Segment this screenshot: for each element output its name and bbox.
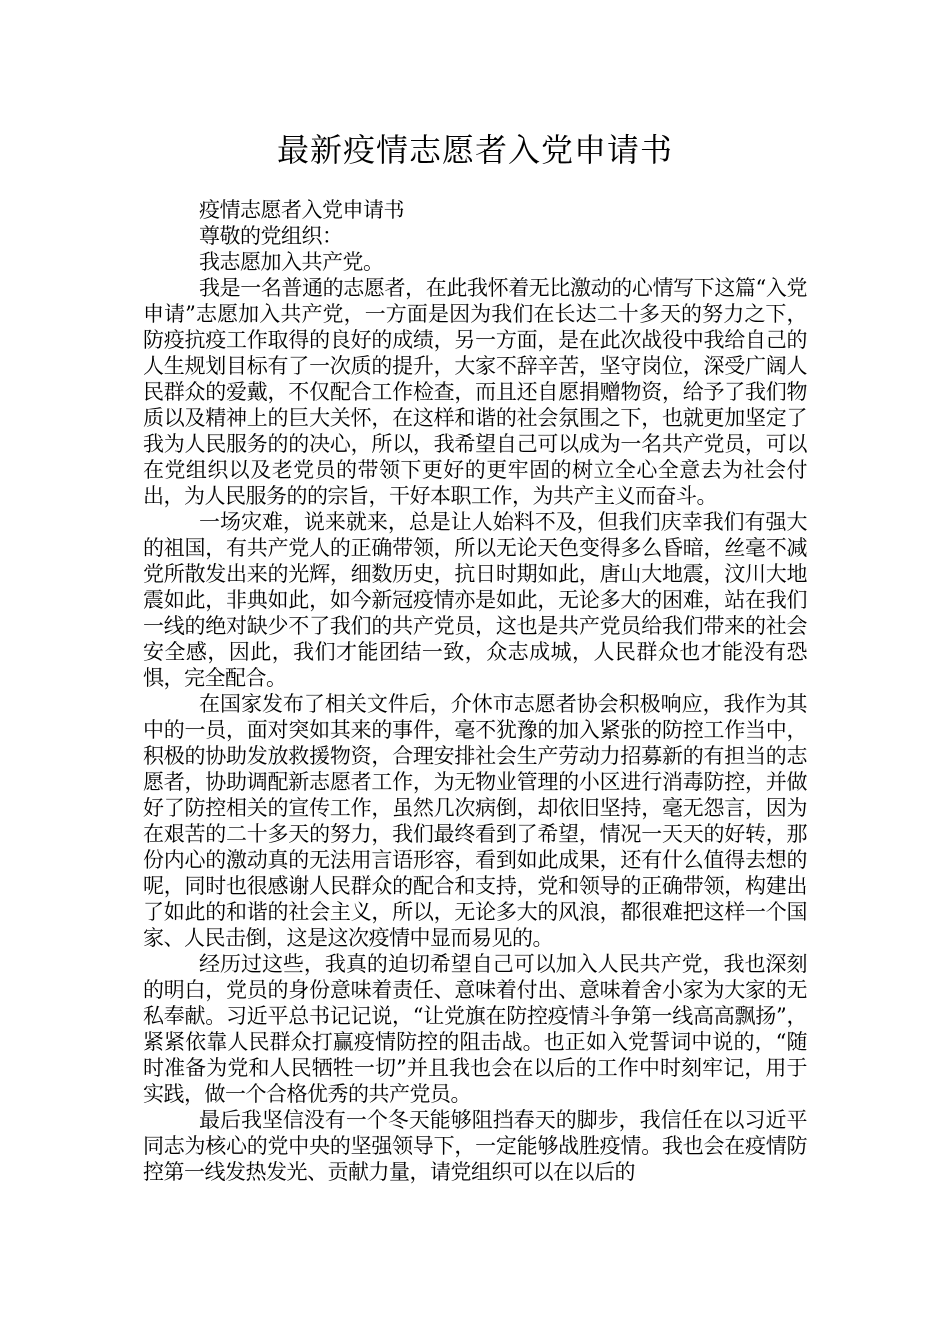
paragraph: 最后我坚信没有一个冬天能够阻挡春天的脚步，我信任在以习近平同志为核心的党中央的坚强领导下，一定能够战胜疫情。我也会在疫情防控第一线发热发光、贡献力量，请党组织可以在以后的 <box>143 1108 807 1184</box>
document-body <box>143 197 807 1185</box>
paragraph: 经历过这些，我真的迫切希望自己可以加入人民共产党，我也深刻的明白，党员的身份意味着责任、意味着付出、意味着舍小家为大家的无私奉献。习近平总书记记说，“让党旗在防控疫情斗争第一线高高飘扬”，紧紧依靠人民群众打赢疫情防控的阻击战。也正如入党誓词中说的，“随时准备为党和人民牺牲一切”并且我也会在以后的工作中时刻牢记，用于实践，做一个合格优秀的共产党员。 <box>143 952 807 1106</box>
paragraph-heading: 疫情志愿者入党申请书 <box>199 198 404 222</box>
paragraph-statement: 我志愿加入共产党。 <box>199 250 384 274</box>
document-title: 最新疫情志愿者入党申请书 <box>276 131 673 169</box>
paragraph: 我是一名普通的志愿者，在此我怀着无比激动的心情写下这篇“入党申请”志愿加入共产党，一方面是因为我们在长达二十多天的努力之下，防疫抗疫工作取得的良好的成绩，另一方面，是在此次战役中我给自己的人生规划目标有了一次质的提升，大家不辞辛苦，坚守岗位，深受广阔人民群众的爱戴，不仅配合工作检查，而且还自愿捐赠物资，给予了我们物质以及精神上的巨大关怀，在这样和谐的社会氛围之下，也就更加坚定了我为人民服务的的决心，所以，我希望自己可以成为一名共产党员，可以在党组织以及老党员的带领下更好的更牢固的树立全心全意去为社会付出，为人民服务的的宗旨，干好本职工作，为共产主义而奋斗。 <box>143 276 807 508</box>
paragraph: 一场灾难，说来就来，总是让人始料不及，但我们庆幸我们有强大的祖国，有共产党人的正确带领，所以无论天色变得多么昏暗，丝毫不减党所散发出来的光辉，细数历史，抗日时期如此，唐山大地震，汶川大地震如此，非典如此，如今新冠疫情亦是如此，无论多大的困难，站在我们一线的绝对缺少不了我们的共产党员，这也是共产党员给我们带来的社会安全感，因此，我们才能团结一致，众志成城，人民群众也才能没有恐惧，完全配合。 <box>143 510 807 690</box>
paragraph: 在国家发布了相关文件后，介休市志愿者协会积极响应，我作为其中的一员，面对突如其来的事件，毫不犹豫的加入紧张的防控工作当中，积极的协助发放救援物资，合理安排社会生产劳动力招募新的有担当的志愿者，协助调配新志愿者工作，为无物业管理的小区进行消毒防控，并做好了防控相关的宣传工作，虽然几次病倒，却依旧坚持，毫无怨言，因为在艰苦的二十多天的努力，我们最终看到了希望，情况一天天的好转，那份内心的激动真的无法用言语形容，看到如此成果，还有什么值得去想的呢，同时也很感谢人民群众的配合和支持，党和领导的正确带领，构建出了如此的和谐的社会主义，所以，无论多大的风浪，都很难把这样一个国家、人民击倒，这是这次疫情中显而易见的。 <box>143 692 807 950</box>
paragraph-salutation: 尊敬的党组织： <box>199 224 343 248</box>
